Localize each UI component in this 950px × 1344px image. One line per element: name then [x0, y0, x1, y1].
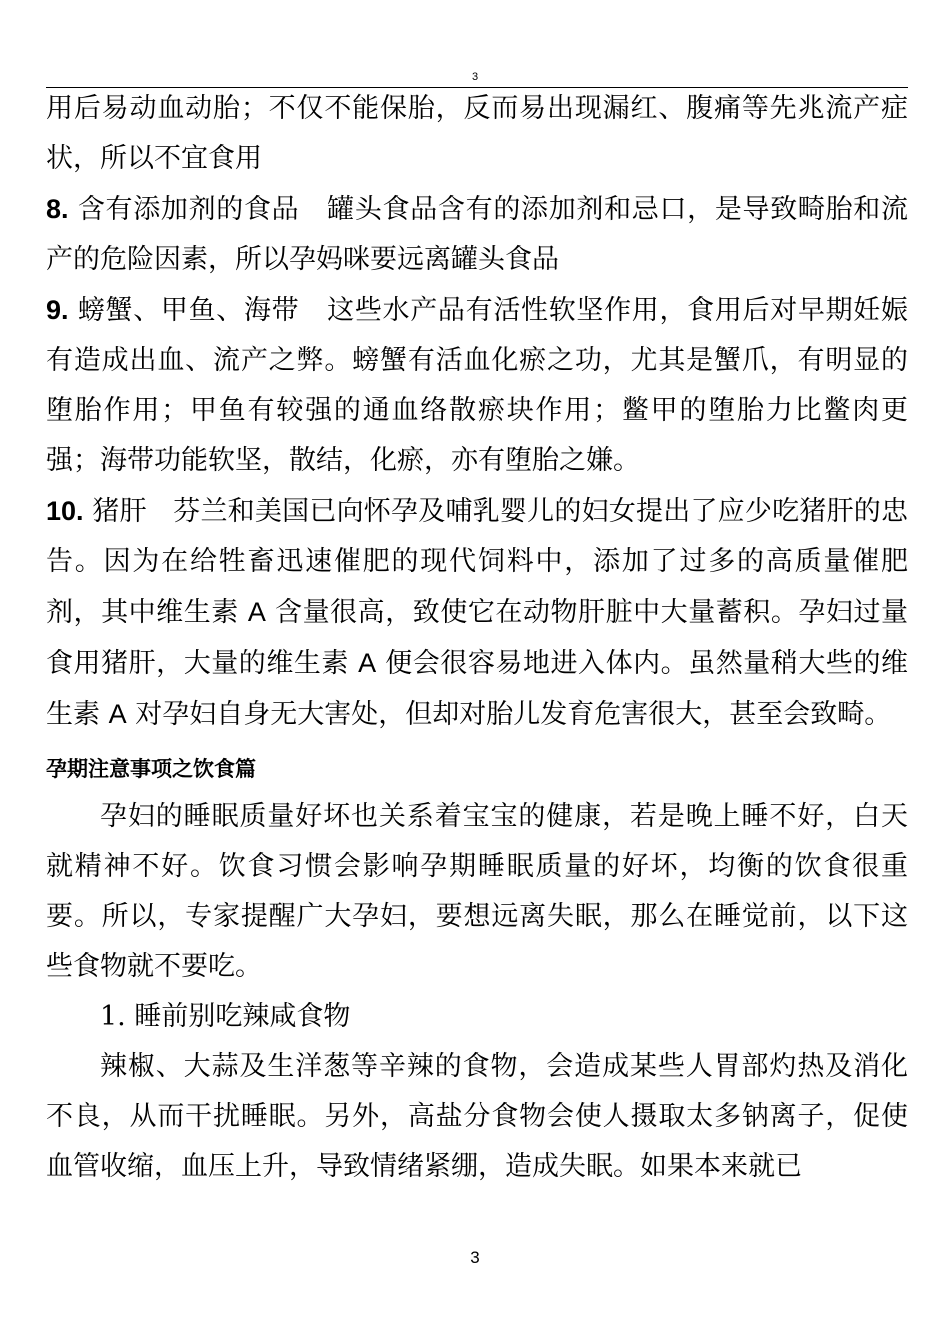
vitamin-letter: A [247, 597, 266, 627]
item-text: 这些水产品有活性软坚作用，食用后对早期妊娠有造成出血、流产之弊。螃蟹有活血化瘀之功，尤其是蟹爪，有明显的堕胎作用；甲鱼有较强的通血络散瘀块作用；鳖甲的堕胎力比鳖肉更强；海带功能软坚，散结，化瘀，亦有堕胎之嫌。 [46, 295, 908, 476]
vitamin-letter: A [108, 699, 127, 729]
item-text-part: 含量很高，致使它在动物肝脏中大量蓄积。孕妇过量食用猪肝，大量的维生素 [46, 597, 908, 679]
list-item-10 [46, 486, 908, 740]
item-title: 猪肝 [92, 496, 147, 527]
item-number: 9. [46, 295, 69, 325]
item-title: 含有添加剂的食品 [77, 194, 300, 225]
document-body [46, 84, 908, 1192]
item-text-part: 芬兰和美国已向怀孕及哺乳婴儿的妇女提出了应少吃猪肝的忠告。因为在给牲畜迅速催肥的现代饲料中，添加了过多的高质量催肥剂，其中维生素 [46, 496, 909, 628]
sub-heading: 1. 睡前别吃辣咸食物 [100, 1001, 351, 1032]
item-text: 罐头食品含有的添加剂和忌口，是导致畸胎和流产的危险因素，所以孕妈咪要远离罐头食品 [46, 194, 908, 275]
item-text-part: 便会很容易地进入体内。虽然量稍大些的维生素 [46, 648, 908, 730]
list-item-8 [46, 184, 908, 285]
vitamin-letter: A [358, 648, 377, 678]
header-page-number: 3 [471, 71, 479, 83]
item-number: 10. [46, 496, 84, 526]
paragraph-continued [46, 84, 908, 184]
list-item-9 [46, 285, 908, 486]
section-title: 孕期注意事项之饮食篇 [46, 756, 256, 781]
section-intro: 孕妇的睡眠质量好坏也关系着宝宝的健康，若是晚上睡不好，白天就精神不好。饮食习惯会影响孕期睡眠质量的好坏，均衡的饮食很重要。所以，专家提醒广大孕妇，要想远离失眠，那么在睡觉前，以下这些食物就不要吃。 [46, 801, 908, 982]
footer-page-number: 3 [470, 1248, 480, 1267]
item-number: 8. [46, 194, 69, 224]
item-text-part: 对孕妇自身无大害处，但却对胎儿发育危害很大，甚至会致畸。 [126, 699, 892, 730]
item-title: 螃蟹、甲鱼、海带 [77, 295, 300, 326]
section-body: 辣椒、大蒜及生洋葱等辛辣的食物，会造成某些人胃部灼热及消化不良，从而干扰睡眠。另外，高盐分食物会使人摄取太多钠离子，促使血管收缩，血压上升，导致情绪紧绷，造成失眠。如果本来就已 [46, 1051, 908, 1182]
paragraph-text: 用后易动血动胎；不仅不能保胎，反而易出现漏红、腹痛等先兆流产症状，所以不宜食用 [46, 93, 908, 174]
